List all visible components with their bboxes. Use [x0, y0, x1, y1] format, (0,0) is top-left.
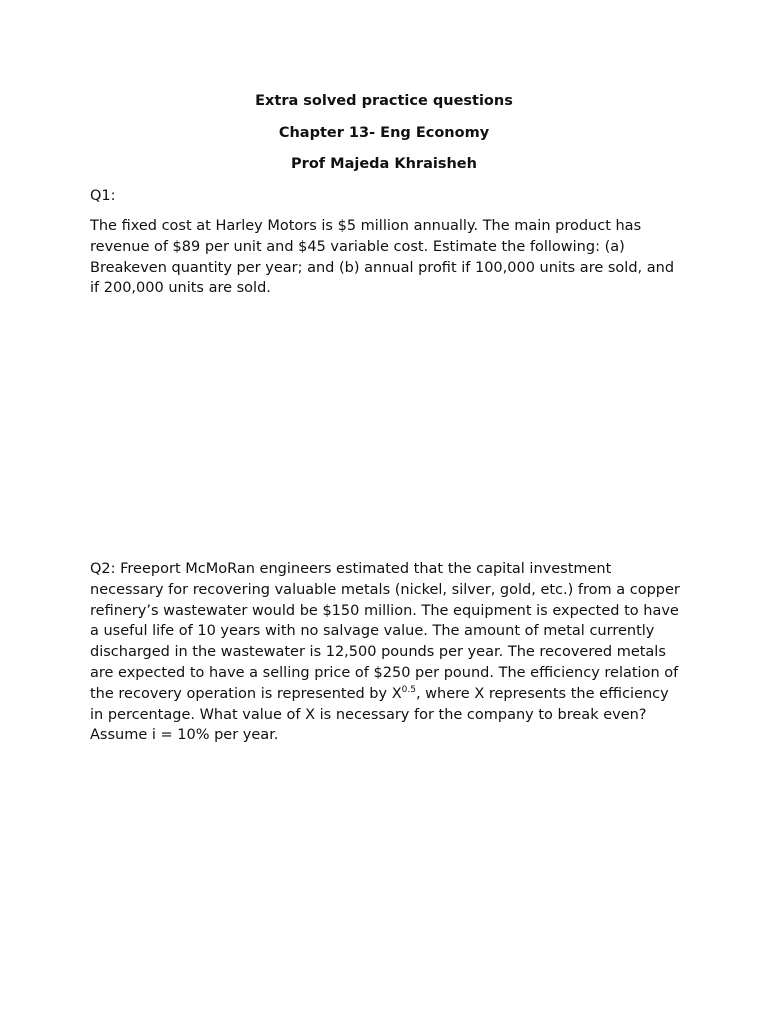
document-title: Extra solved practice questions — [255, 93, 513, 109]
question-2-text-part-2: , where X represents the efficiency in percentage. What value of X is necessary for the company to break even? Assume i = 10% per year. — [90, 685, 669, 744]
author-heading: Prof Majeda Khraisheh — [291, 156, 477, 172]
question-1-label: Q1: — [90, 188, 116, 204]
chapter-heading: Chapter 13- Eng Economy — [278, 125, 490, 141]
question-1-text: The fixed cost at Harley Motors is $5 million annually. The main product has revenue of $89 per unit and $45 variable cost. Estimate the following: (a) Breakeven quantity per year; and (b) annual profit if 100,000 units are sold, and if 200,000 units are sold. — [90, 218, 675, 297]
efficiency-exponent: 0.5 — [401, 684, 416, 695]
question-2-text-part-1: Q2: Freeport McMoRan engineers estimated that the capital investment necessary for recovering valuable metals (nickel, silver, gold, etc.) from a copper refinery’s wastewater would be $150 million. The equipment is expected to have a useful life of 10 years with no salvage value. The amount of metal currently discharged in the wastewater is 12,500 pounds per year. The recovered metals are expected to have a selling price of $250 per pound. The efficiency relation of the recovery operation is represented by X — [90, 561, 680, 702]
question-2-text — [90, 559, 680, 746]
